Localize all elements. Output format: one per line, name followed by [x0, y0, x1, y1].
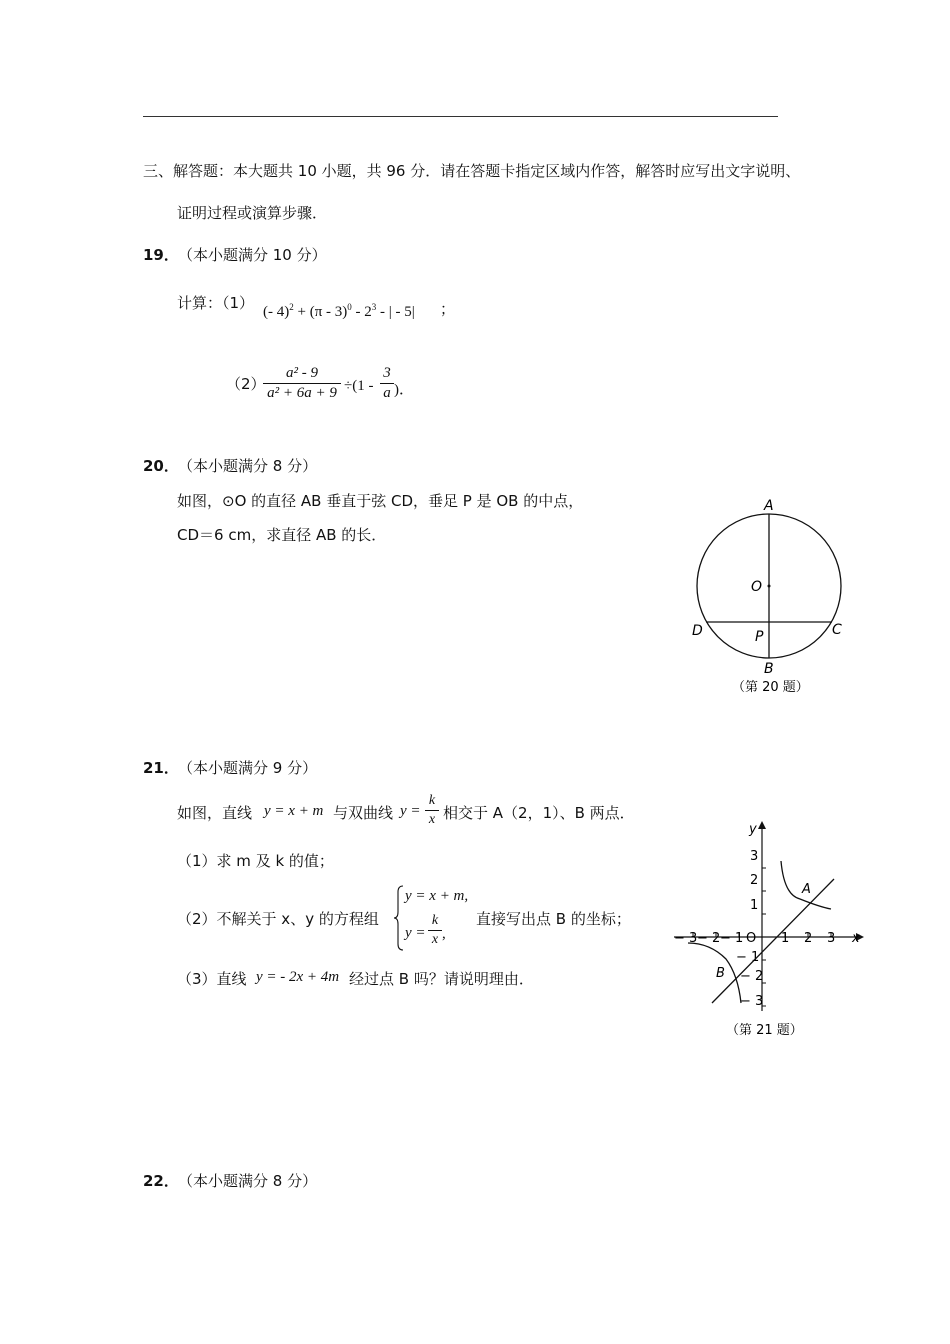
q21-line1-b: 与双曲线	[333, 804, 394, 822]
y-tick-neg1: − 1	[736, 950, 760, 965]
q21-line1-a: 如图，直线	[177, 804, 253, 822]
y-axis-arrow-icon	[758, 821, 766, 829]
hyperbola-branch-q3	[688, 943, 741, 1003]
q21-score: （本小题满分 9 分）	[178, 759, 318, 777]
q22-score: （本小题满分 8 分）	[178, 1172, 318, 1190]
system-fraction-k-x: k x	[428, 913, 442, 948]
q19-score: （本小题满分 10 分）	[178, 246, 327, 264]
q21-part3-eq: y = - 2x + 4m	[256, 969, 340, 985]
section-title-line2: 证明过程或演算步骤．	[177, 204, 328, 222]
y-tick-2: 2	[750, 873, 759, 888]
q21-part3-b: 经过点 B 吗？请说明理由．	[349, 970, 534, 988]
label-b: B	[764, 661, 774, 677]
x-tick-neg2: − 2	[697, 931, 721, 946]
q21-fraction-k-x: k x	[425, 793, 439, 828]
label-c: C	[832, 622, 842, 638]
system-comma: ,	[442, 926, 446, 942]
header-rule	[143, 116, 778, 117]
system-eq1: y = x + m,	[405, 888, 469, 904]
q21-part2-b: 直接写出点 B 的坐标；	[476, 910, 631, 928]
q21-part1: （1）求 m 及 k 的值；	[177, 852, 334, 870]
q19-fraction-2: 3 a	[380, 365, 394, 402]
q22-number: 22．	[143, 1172, 179, 1190]
q19-part2-label: （2）	[226, 375, 266, 393]
q19-fraction-1: a² - 9 a² + 6a + 9	[263, 365, 341, 402]
y-tick-neg2: − 2	[740, 969, 764, 984]
q21-part2-a: （2）不解关于 x、y 的方程组	[177, 910, 379, 928]
q21-caption: （第 21 题）	[726, 1023, 803, 1038]
x-tick-2: 2	[804, 931, 813, 946]
q19-lead: 计算：（1）	[177, 294, 255, 312]
q19-number: 19．	[143, 246, 179, 264]
system-brace	[392, 884, 406, 952]
q20-number: 20．	[143, 457, 179, 475]
q20-caption: （第 20 题）	[732, 680, 809, 695]
label-o: O	[751, 579, 763, 595]
point-a-label: A	[802, 882, 811, 897]
q20-line1: 如图，⊙O 的直径 AB 垂直于弦 CD，垂足 P 是 OB 的中点，	[177, 492, 584, 510]
x-axis-label: x	[852, 931, 860, 946]
x-tick-1: 1	[781, 931, 790, 946]
q21-graph-figure	[670, 815, 870, 1045]
q19-part2-mid: ÷(1 -	[344, 378, 374, 394]
q20-line2: CD＝6 cm，求直径 AB 的长．	[177, 526, 387, 544]
q21-line1-eq1: y = x + m	[264, 803, 324, 819]
section-title-line1: 三、解答题：本大题共 10 小题，共 96 分．请在答题卡指定区域内作答，解答时应写出文字说明、	[143, 162, 801, 180]
q20-score: （本小题满分 8 分）	[178, 457, 318, 475]
q21-line1-eq2-left: y =	[400, 803, 421, 819]
x-tick-3: 3	[827, 931, 836, 946]
point-b-label: B	[716, 966, 725, 981]
y-axis-label: y	[749, 822, 757, 837]
center-point	[768, 585, 771, 588]
q19-part1-end: ；	[440, 300, 456, 318]
x-tick-neg1: − 1	[720, 931, 744, 946]
y-tick-1: 1	[750, 898, 759, 913]
q19-part2-end: )．	[394, 382, 414, 398]
origin-label: O	[746, 931, 757, 946]
y-tick-neg3: − 3	[740, 994, 764, 1009]
q21-part3-a: （3）直线	[177, 970, 247, 988]
q21-number: 21．	[143, 759, 179, 777]
q21-line1-c: 相交于 A（2，1）、B 两点．	[443, 804, 635, 822]
label-p: P	[755, 629, 764, 645]
x-tick-neg3: − 3	[674, 931, 698, 946]
q19-part1-expression: (- $4)^2 + (\pi - 3)^0 - 2^3$ - | - 5|	[263, 302, 415, 320]
q20-circle-figure	[680, 495, 860, 705]
y-tick-3: 3	[750, 849, 759, 864]
system-eq2-left: y =	[405, 925, 426, 941]
label-a: A	[764, 498, 774, 514]
label-d: D	[692, 623, 703, 639]
